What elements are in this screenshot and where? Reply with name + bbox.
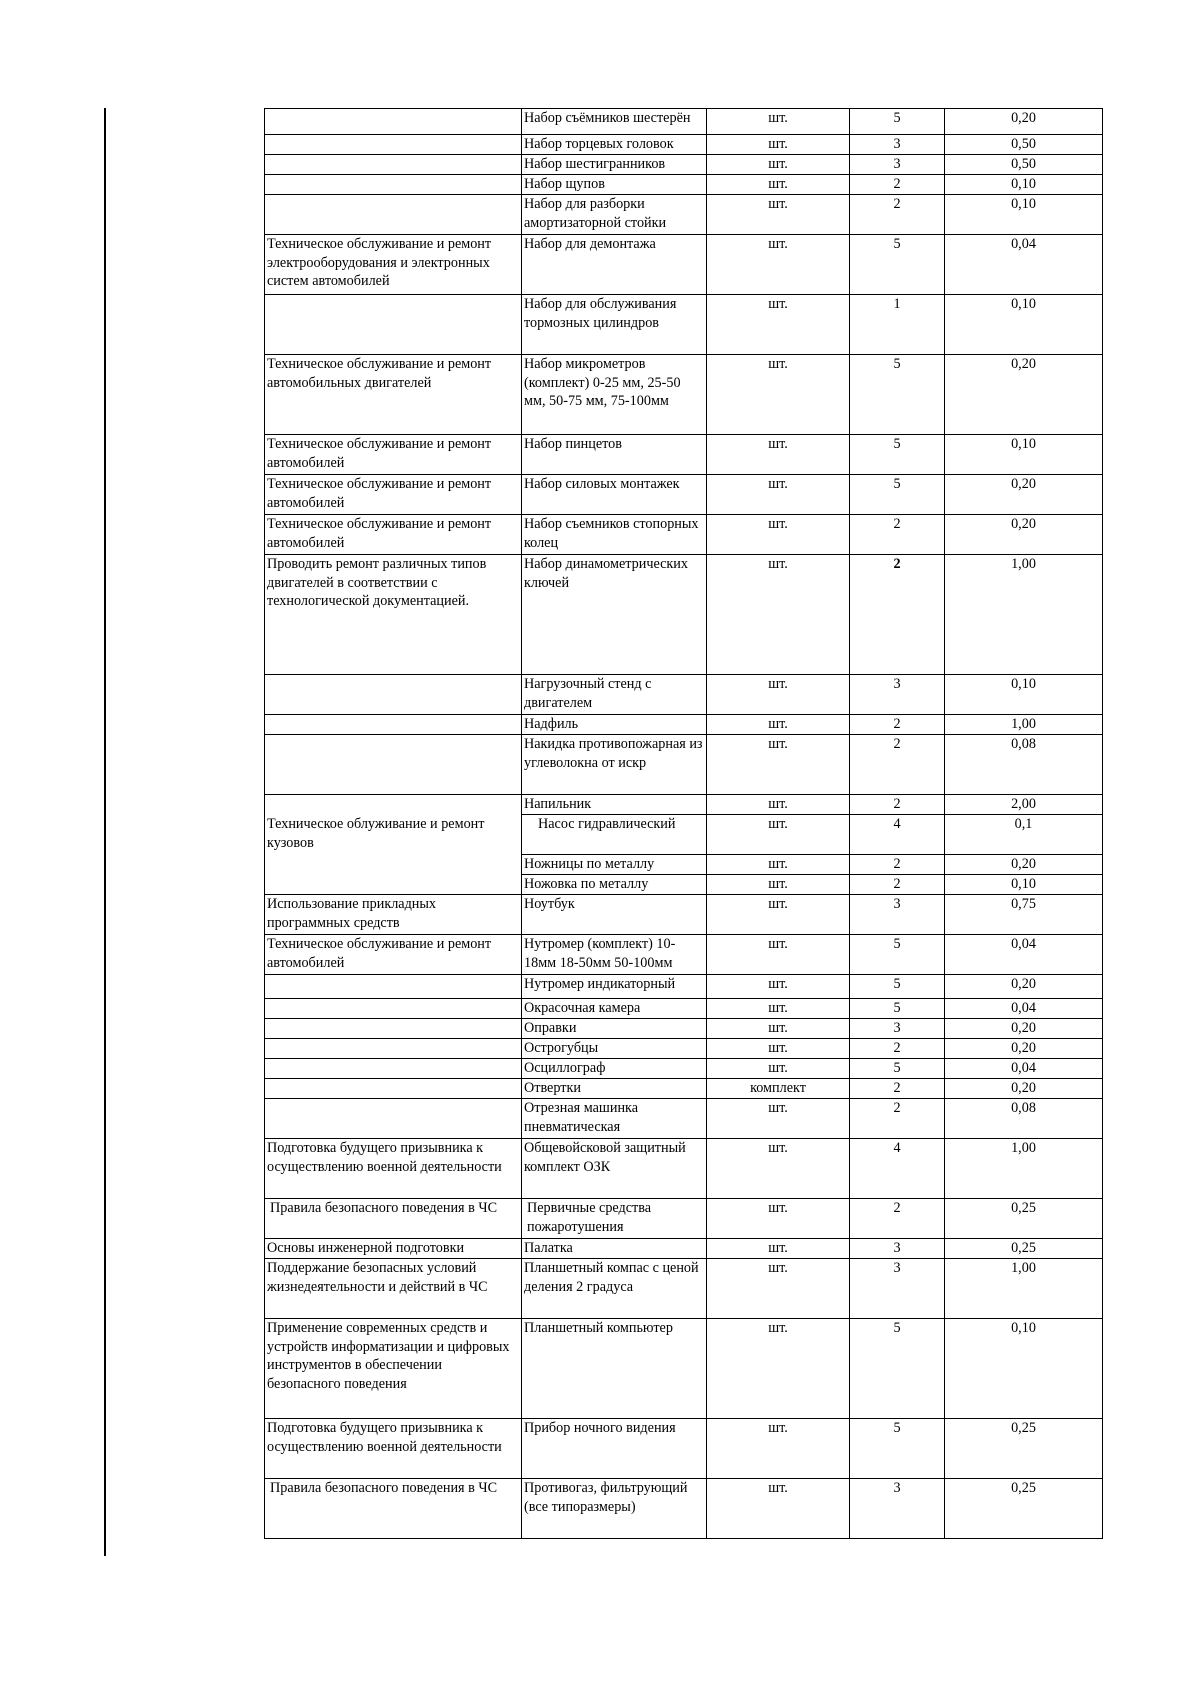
area-cell: Техническое обслуживание и ремонт автомобилей [265,475,522,515]
item-cell: Противогаз, фильтрующий (все типоразмеры) [522,1479,707,1539]
qty-cell: 2 [850,175,945,195]
qty-cell: 2 [850,875,945,895]
qty-cell: 3 [850,1479,945,1539]
rate-cell: 0,20 [945,975,1103,999]
table-row [265,195,1103,235]
item-cell: Надфиль [522,715,707,735]
table-row [265,235,1103,295]
rate-cell: 0,20 [945,1019,1103,1039]
area-cell [265,135,522,155]
qty-cell: 2 [850,855,945,875]
rate-cell: 0,04 [945,1059,1103,1079]
rate-cell: 0,20 [945,109,1103,135]
table-row [265,1319,1103,1419]
qty-cell: 2 [850,1039,945,1059]
unit-cell: шт. [707,1259,850,1319]
unit-cell: шт. [707,195,850,235]
item-cell: Ножовка по металлу [522,875,707,895]
item-cell: Планшетный компас с ценой деления 2 градуса [522,1259,707,1319]
unit-cell: шт. [707,1099,850,1139]
item-cell: Оправки [522,1019,707,1039]
table-row [265,1419,1103,1479]
rate-cell: 0,10 [945,1319,1103,1419]
unit-cell: шт. [707,999,850,1019]
area-cell [265,109,522,135]
table-row [265,109,1103,135]
area-cell: Проводить ремонт различных типов двигателей в соответствии с технологической документацией. [265,555,522,675]
unit-cell: шт. [707,735,850,795]
qty-cell: 5 [850,475,945,515]
qty-cell: 2 [850,1199,945,1239]
area-cell: Подготовка будущего призывника к осуществлению военной деятельности [265,1139,522,1199]
area-cell [265,1019,522,1039]
rate-cell: 0,1 [945,815,1103,855]
qty-cell: 4 [850,1139,945,1199]
equipment-table [264,108,1103,1539]
item-cell: Набор съемников стопорных колец [522,515,707,555]
qty-cell: 5 [850,109,945,135]
qty-cell: 1 [850,295,945,355]
rate-cell: 0,10 [945,195,1103,235]
unit-cell: шт. [707,155,850,175]
area-cell: Техническое облуживание и ремонт кузовов [265,795,522,895]
table-row [265,175,1103,195]
qty-cell: 5 [850,999,945,1019]
item-cell: Осциллограф [522,1059,707,1079]
item-cell: Набор силовых монтажек [522,475,707,515]
item-cell: Планшетный компьютер [522,1319,707,1419]
rate-cell: 0,10 [945,295,1103,355]
area-cell [265,999,522,1019]
table-row [265,715,1103,735]
table-row [265,1059,1103,1079]
unit-cell: шт. [707,109,850,135]
table-row [265,735,1103,795]
qty-cell: 4 [850,815,945,855]
unit-cell: шт. [707,1139,850,1199]
unit-cell: комплект [707,1079,850,1099]
table-row [265,155,1103,175]
area-cell: Техническое обслуживание и ремонт электрооборудования и электронных систем автомобилей [265,235,522,295]
qty-cell: 2 [850,555,945,675]
area-cell [265,975,522,999]
table-row [265,555,1103,675]
table-row [265,1259,1103,1319]
qty-cell: 2 [850,735,945,795]
rate-cell: 0,04 [945,999,1103,1019]
area-cell [265,735,522,795]
rate-cell: 1,00 [945,715,1103,735]
table-row [265,1139,1103,1199]
unit-cell: шт. [707,1019,850,1039]
table-row [265,999,1103,1019]
unit-cell: шт. [707,1059,850,1079]
unit-cell: шт. [707,855,850,875]
item-cell: Окрасочная камера [522,999,707,1019]
rate-cell: 0,20 [945,355,1103,435]
rate-cell: 0,50 [945,135,1103,155]
unit-cell: шт. [707,795,850,815]
rate-cell: 0,08 [945,1099,1103,1139]
unit-cell: шт. [707,295,850,355]
area-cell: Поддержание безопасных условий жизнедеятельности и действий в ЧС [265,1259,522,1319]
rate-cell: 0,20 [945,855,1103,875]
rate-cell: 0,10 [945,175,1103,195]
item-cell: Набор шестигранников [522,155,707,175]
unit-cell: шт. [707,1199,850,1239]
table-row [265,1019,1103,1039]
item-cell: Нутромер (комплект) 10-18мм 18-50мм 50-100мм [522,935,707,975]
unit-cell: шт. [707,1039,850,1059]
area-cell [265,1079,522,1099]
area-cell: Техническое обслуживание и ремонт автомобилей [265,935,522,975]
qty-cell: 5 [850,1059,945,1079]
unit-cell: шт. [707,235,850,295]
item-cell: Напильник [522,795,707,815]
rate-cell: 1,00 [945,1259,1103,1319]
item-cell: Прибор ночного видения [522,1419,707,1479]
rate-cell: 0,20 [945,515,1103,555]
unit-cell: шт. [707,675,850,715]
area-cell: Техническое обслуживание и ремонт автомобилей [265,515,522,555]
item-cell: Нагрузочный стенд с двигателем [522,675,707,715]
qty-cell: 2 [850,515,945,555]
qty-cell: 5 [850,975,945,999]
rate-cell: 0,10 [945,875,1103,895]
rate-cell: 0,10 [945,435,1103,475]
qty-cell: 2 [850,195,945,235]
qty-cell: 2 [850,1099,945,1139]
rate-cell: 0,04 [945,935,1103,975]
table-row [265,515,1103,555]
area-cell: Использование прикладных программных средств [265,895,522,935]
area-cell: Техническое обслуживание и ремонт автомобилей [265,435,522,475]
item-cell: Нутромер индикаторный [522,975,707,999]
unit-cell: шт. [707,175,850,195]
unit-cell: шт. [707,1319,850,1419]
area-cell: Основы инженерной подготовки [265,1239,522,1259]
qty-cell: 5 [850,435,945,475]
rate-cell: 1,00 [945,555,1103,675]
item-cell: Насос гидравлический [522,815,707,855]
table-row [265,675,1103,715]
table-row [265,1039,1103,1059]
item-cell: Набор микрометров (комплект) 0-25 мм, 25-50 мм, 50-75 мм, 75-100мм [522,355,707,435]
qty-cell: 3 [850,1239,945,1259]
item-cell: Палатка [522,1239,707,1259]
item-cell: Отвертки [522,1079,707,1099]
item-cell: Первичные средства пожаротушения [522,1199,707,1239]
unit-cell: шт. [707,715,850,735]
unit-cell: шт. [707,135,850,155]
area-cell [265,715,522,735]
item-cell: Набор для демонтажа [522,235,707,295]
item-cell: Ноутбук [522,895,707,935]
table-row [265,1199,1103,1239]
rate-cell: 0,20 [945,1039,1103,1059]
area-cell [265,1039,522,1059]
table-row [265,895,1103,935]
item-cell: Общевойсковой защитный комплект ОЗК [522,1139,707,1199]
table-row [265,935,1103,975]
table-row [265,295,1103,355]
rate-cell: 0,25 [945,1419,1103,1479]
qty-cell: 2 [850,1079,945,1099]
area-cell [265,195,522,235]
rate-cell: 0,25 [945,1239,1103,1259]
table-row [265,1099,1103,1139]
rate-cell: 0,75 [945,895,1103,935]
area-cell: Применение современных средств и устройств информатизации и цифровых инструментов в обеспечении безопасного поведения [265,1319,522,1419]
unit-cell: шт. [707,875,850,895]
item-cell: Ножницы по металлу [522,855,707,875]
table-row [265,1239,1103,1259]
table-row [265,795,1103,815]
unit-cell: шт. [707,815,850,855]
rate-cell: 0,10 [945,675,1103,715]
table-row [265,975,1103,999]
area-cell: Правила безопасного поведения в ЧС [265,1199,522,1239]
qty-cell: 5 [850,935,945,975]
qty-cell: 3 [850,895,945,935]
area-cell [265,295,522,355]
area-cell [265,1059,522,1079]
unit-cell: шт. [707,475,850,515]
item-cell: Накидка противопожарная из углеволокна от искр [522,735,707,795]
qty-cell: 3 [850,155,945,175]
rate-cell: 1,00 [945,1139,1103,1199]
unit-cell: шт. [707,1479,850,1539]
unit-cell: шт. [707,895,850,935]
item-cell: Набор пинцетов [522,435,707,475]
area-cell [265,1099,522,1139]
rate-cell: 0,50 [945,155,1103,175]
unit-cell: шт. [707,555,850,675]
qty-cell: 2 [850,715,945,735]
item-cell: Набор щупов [522,175,707,195]
area-cell [265,155,522,175]
left-margin-rule [104,108,106,1556]
unit-cell: шт. [707,355,850,435]
unit-cell: шт. [707,435,850,475]
item-cell: Набор торцевых головок [522,135,707,155]
table-row [265,475,1103,515]
qty-cell: 3 [850,1259,945,1319]
unit-cell: шт. [707,975,850,999]
area-cell: Техническое обслуживание и ремонт автомобильных двигателей [265,355,522,435]
rate-cell: 0,20 [945,1079,1103,1099]
rate-cell: 0,08 [945,735,1103,795]
table-row [265,135,1103,155]
area-cell: Правила безопасного поведения в ЧС [265,1479,522,1539]
qty-cell: 5 [850,355,945,435]
qty-cell: 3 [850,1019,945,1039]
rate-cell: 0,25 [945,1199,1103,1239]
unit-cell: шт. [707,935,850,975]
qty-cell: 2 [850,795,945,815]
item-cell: Острогубцы [522,1039,707,1059]
item-cell: Набор динамометрических ключей [522,555,707,675]
area-cell: Подготовка будущего призывника к осуществлению военной деятельности [265,1419,522,1479]
qty-cell: 5 [850,235,945,295]
unit-cell: шт. [707,1419,850,1479]
qty-cell: 5 [850,1419,945,1479]
item-cell: Отрезная машинка пневматическая [522,1099,707,1139]
rate-cell: 2,00 [945,795,1103,815]
rate-cell: 0,20 [945,475,1103,515]
area-cell [265,675,522,715]
table-row [265,1479,1103,1539]
unit-cell: шт. [707,1239,850,1259]
qty-cell: 3 [850,135,945,155]
table-row [265,355,1103,435]
item-cell: Набор для обслуживания тормозных цилиндров [522,295,707,355]
qty-cell: 3 [850,675,945,715]
item-cell: Набор для разборки амортизаторной стойки [522,195,707,235]
rate-cell: 0,04 [945,235,1103,295]
item-cell: Набор съёмников шестерён [522,109,707,135]
area-cell [265,175,522,195]
qty-cell: 5 [850,1319,945,1419]
unit-cell: шт. [707,515,850,555]
rate-cell: 0,25 [945,1479,1103,1539]
table-row [265,1079,1103,1099]
table-row [265,435,1103,475]
